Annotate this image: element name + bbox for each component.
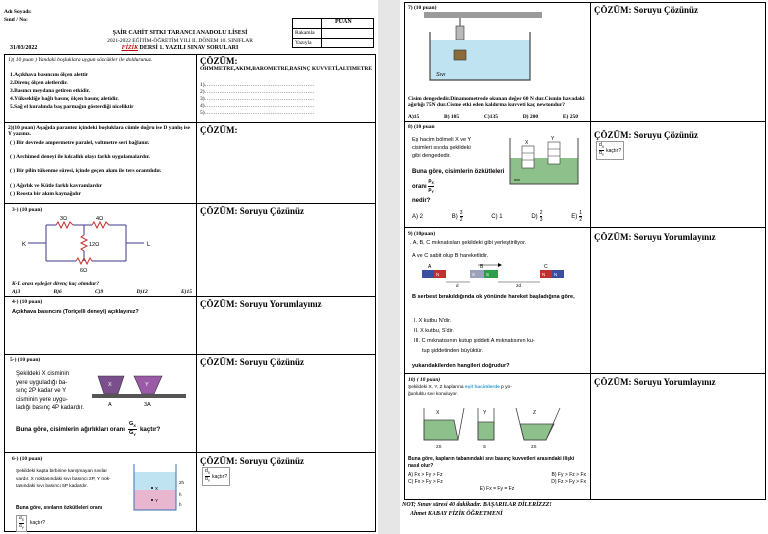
q8-cozum-note: kaçtır? <box>606 147 622 154</box>
q9-line-2: A ve C sabit olup B hareketlidir. <box>412 253 489 259</box>
q8-option-e-label: E) <box>571 213 578 220</box>
q8-line-3: gibi dengededir. <box>412 153 451 159</box>
right-page <box>400 0 768 534</box>
q3-node-l: L <box>147 242 151 248</box>
q1-cozum-label: ÇÖZÜM: <box>200 56 238 66</box>
q9-magnet-c: C <box>544 264 548 270</box>
q5-area-3a: 3A <box>144 402 151 408</box>
q8-b-num: 3 <box>459 210 463 216</box>
q6-cozum-label: ÇÖZÜM: Soruyu Çözünüz <box>200 456 305 466</box>
q7-cozum-label: ÇÖZÜM: Soruyu Çözünüz <box>594 5 699 15</box>
q5-ratio-top <box>128 421 137 430</box>
q9-distance-2d: 2d <box>516 283 522 288</box>
q6-line-3: tasındaki sıvı basıncı 5P kadardır. <box>16 484 88 489</box>
q1-word-bank: OHMMETRE,AKIM,BAROMETRE,BASINÇ KUVVETİ,ALTIMETRE <box>200 66 372 72</box>
grid-center-divider <box>196 54 197 532</box>
q10-base-x: 2S <box>436 444 442 449</box>
q6-cozum-note: kaçtır? <box>212 473 228 480</box>
q10-container-x: X <box>436 410 440 416</box>
q6-line-2: vardır. X noktasındaki sıvı basıncı 2P, Y nok- <box>16 476 111 482</box>
q9-question: B serbest bırakıldığında ok yönünde hareket başladığına göre, <box>412 294 575 300</box>
q5-header: 5-) (10 puan) <box>10 357 41 363</box>
q2-item-5: ( ) Reosta bir akım kaynağıdır <box>10 191 81 197</box>
q8-object-x: X <box>525 140 529 146</box>
q6-container-figure <box>130 462 192 514</box>
q8-text <box>412 136 471 160</box>
q8-question-tail: nedir? <box>412 198 431 204</box>
q9-pole-4: N <box>542 272 546 277</box>
right-row-divider-3 <box>404 373 766 374</box>
q9-line-1: . A, B, C mıknatısları şekildeki gibi yerleştiriliyor. <box>410 240 527 246</box>
q10-option-c[interactable]: C) Fx > Fy > Fz <box>408 479 443 485</box>
q3-resistor-12ohm: 12Ω <box>89 242 100 248</box>
q8-object-y: Y <box>551 136 555 142</box>
exam-title-text: DERSİ 1. YAZILI SINAV SORULARI <box>137 45 239 51</box>
q5-line-1: Şekildeki X cisminin <box>16 371 70 377</box>
q9-magnet-b: B <box>480 264 484 270</box>
q8-ratio-bottom: $\rho_Y$ <box>428 187 434 194</box>
q8-option-d-label: D) <box>531 213 538 220</box>
q10-container-y: Y <box>483 410 487 416</box>
page-gutter <box>378 0 400 534</box>
q9-pole-5: N <box>554 272 558 277</box>
q5-text <box>16 370 84 413</box>
q7-option-a[interactable]: A)15 <box>408 114 420 120</box>
q6-ratio-row <box>16 515 45 532</box>
q8-cozum-ratio <box>596 141 624 160</box>
q8-question-text: Buna göre, cisimlerin özkütleleri oranı <box>412 169 505 191</box>
q3-resistor-6ohm: 6Ω <box>80 268 88 274</box>
q7-option-c[interactable]: C)135 <box>483 114 498 120</box>
row-divider-3 <box>4 296 376 297</box>
q7-header: 7) (10 puan) <box>408 5 437 11</box>
q10-container-z: Z <box>533 410 537 416</box>
q6-cozum-bot: $d_Y$ <box>205 476 211 483</box>
q9-distance-d: d <box>456 283 459 288</box>
q9-pole-2: S <box>472 272 476 277</box>
q8-b-den: 2 <box>459 217 463 223</box>
q5-ratio-bot-sub: Y <box>133 432 136 438</box>
row-divider-4 <box>4 354 376 355</box>
q7-dynamometer-figure <box>424 12 544 84</box>
q5-question-tail: kaçtır? <box>139 426 161 434</box>
q7-text: Cisim dengededir.Dinamometrede okunan değer 60 N dur.Cismin havadaki ağırlığı 75N dur.Cisme etki eden kaldırma kuvveti kaç newtondur? <box>408 96 585 109</box>
q10-line-2: ğunluklu sıvı konuluyor. <box>408 392 458 397</box>
q8-option-c[interactable]: C) 1 <box>491 213 503 220</box>
q8-option-d[interactable] <box>531 210 542 223</box>
q3-option-e[interactable]: E)15 <box>181 289 192 295</box>
q5-ratio-bot-sym: G <box>129 430 134 437</box>
q3-node-k: K <box>22 242 27 248</box>
q6-point-y: Y <box>155 498 159 503</box>
q9-pole-3: S <box>486 272 490 277</box>
right-row-divider-2 <box>404 227 766 228</box>
q5-line-3: sınç 2P kadar ve Y <box>16 388 67 394</box>
q5-object-x: X <box>108 382 112 388</box>
q10-line-1 <box>408 385 512 390</box>
q9-magnets-figure <box>422 262 572 288</box>
q8-line-1: Eş hacim bölmeli X ve Y <box>412 137 472 143</box>
q8-d-den: 3 <box>539 217 543 223</box>
q7-option-d[interactable]: D) 200 <box>522 114 539 120</box>
class-label: Sınıf / No: <box>4 17 28 23</box>
footer-note: NOT; Sınav süresi 40 dakikadır. BAŞARILAR DİLERİZZZ! <box>402 502 552 508</box>
q8-cozum-fraction <box>599 143 604 158</box>
q8-option-e-frac <box>579 210 582 223</box>
q8-cozum-label: ÇÖZÜM: Soruyu Çözünüz <box>594 130 699 140</box>
q9-pole-1: N <box>436 272 440 277</box>
q2-header: 2)(10 puan) Aşağıda parantez içindeki boşluklara cümle doğru ise D yanlış ise Y yazınız. <box>8 125 190 138</box>
q3-option-d[interactable]: D)12 <box>136 289 148 295</box>
left-page <box>0 0 378 534</box>
term-line: 2021-2022 EĞİTİM-ÖĞRETİM YILI II. DÖNEM 10. SINIFLAR <box>107 38 253 44</box>
q5-ratio-top-sub: X <box>133 423 136 429</box>
q8-header: 8) (10 puan <box>408 124 435 130</box>
right-row-divider-1 <box>404 121 766 122</box>
q5-ratio-bottom <box>129 430 136 438</box>
q2-cozum-label: ÇÖZÜM: <box>200 125 238 135</box>
q1-answer-2[interactable]: 2)…………………………………………………… <box>200 89 315 95</box>
q9-item-1: I. X kutbu N'dir. <box>414 318 452 324</box>
q10-option-b[interactable]: B) Fy > Fz > Fx <box>551 472 586 478</box>
q2-item-4: ( ) Ağırlık ve Kütle farklı kavramlardır <box>10 183 102 189</box>
q6-text <box>16 468 111 491</box>
q10-base-z: 2S <box>531 444 537 449</box>
q10-option-d[interactable]: D) Fz > Fy > Fx <box>551 479 586 485</box>
q1-item-2: 2.Direnç ölçen aletlerdir. <box>10 80 68 86</box>
q3-header: 3-) (10 puan) <box>12 207 43 213</box>
q10-line-1b: eşit hacimlerde <box>464 385 500 390</box>
q8-option-b-frac <box>460 210 463 223</box>
q10-base-y: S <box>483 444 487 449</box>
q10-question: Buna göre, kapların tabanındaki sıvı basınç kuvvetleri arasındaki ilişki nasıl olur? <box>408 456 575 469</box>
name-label: Adı Soyadı: <box>4 9 32 15</box>
q5-area-a: A <box>108 402 112 408</box>
q8-d-num: 2 <box>539 210 543 216</box>
q6-cozum-fraction <box>205 469 210 484</box>
q3-option-c[interactable]: C)9 <box>94 289 104 295</box>
q8-line-2: cisimleri sıvıda şekildeki <box>412 145 471 151</box>
q10-options-row-3 <box>408 486 586 493</box>
score-title: PUAN <box>335 19 352 25</box>
q9-items <box>414 316 535 356</box>
q6-cozum-ratio <box>202 467 230 486</box>
q9-magnet-a: A <box>428 264 432 270</box>
q6-cozum-top: $d_X$ <box>205 468 211 475</box>
q10-line-1c: p yo- <box>499 385 512 390</box>
q7-options <box>408 114 578 120</box>
q6-line-1: Şekildeki kapta birbirine karışmayan sıvılar <box>16 469 107 474</box>
q5-question: Buna göre, cisimlerin ağırlıkları oranı <box>16 426 126 434</box>
row-divider-5 <box>4 452 376 453</box>
q8-option-b-label: B) <box>451 213 458 220</box>
q3-option-b[interactable]: B)6 <box>53 289 62 295</box>
q5-line-5: ladığı basınç 4P kadardır. <box>16 405 84 411</box>
q5-question-row <box>16 421 160 438</box>
q8-e-den: 2 <box>579 217 582 223</box>
q2-item-3: ( ) Bir pilin tükenme süresi, içinde geçen akım ile ters orantılıdır. <box>10 168 162 174</box>
q3-resistor-3ohm: 3Ω <box>60 216 68 222</box>
q5-cozum-label: ÇÖZÜM: Soruyu Çözünüz <box>200 357 305 367</box>
q1-item-4: 4.Yüksekliğe bağlı basınç ölçen basınç aletidir. <box>10 96 119 102</box>
q10-line-1a: Şekildeki X, Y, Z kaplarına <box>408 385 465 390</box>
row-divider-2 <box>4 203 376 204</box>
q3-resistor-4ohm: 4Ω <box>96 216 104 222</box>
q6-question: Buna göre, sıvıların özkütleleri oranı <box>16 505 103 511</box>
q1-item-1: 1.Açıkhava basıncını ölçen alettir <box>10 72 89 78</box>
q7-option-e[interactable]: E) 250 <box>562 114 578 120</box>
q9-item-3: III. C mıknatısının kutup şiddeti A mıknatısının ku- <box>414 338 535 344</box>
exam-title <box>80 45 280 51</box>
q7-option-b[interactable]: B) 105 <box>444 114 460 120</box>
q5-line-2: yere uyguladığı ba- <box>16 379 68 386</box>
score-row-numeric: Rakamla <box>295 30 315 36</box>
q4-text: Açıkhava basıncını (Toriçelli deneyi) açıklayınız? <box>12 309 139 315</box>
q9-cozum-label: ÇÖZÜM: Soruyu Yorumlayınız <box>594 232 716 242</box>
q3-cozum-label: ÇÖZÜM: Soruyu Çözünüz <box>200 206 305 216</box>
q4-header: 4-) (10 puan) <box>12 299 43 305</box>
q6-height-h1: h <box>179 492 182 497</box>
q8-floating-objects-figure <box>508 136 580 186</box>
q7-liquid-label: Sıvı <box>436 72 446 78</box>
q8-cozum-top: $d_X$ <box>599 142 605 149</box>
q3-circuit-diagram <box>20 215 180 277</box>
q10-options-row-2 <box>408 479 586 486</box>
q5-ratio <box>128 421 137 438</box>
q9-footer: yukarıdakilerden hangileri doğrudur? <box>412 363 510 369</box>
q6-ratio <box>16 515 27 532</box>
q6-ratio-top: $d_X$ <box>19 516 25 522</box>
q9-item-3b: tup şiddetinden büyüktür. <box>422 348 484 354</box>
q1-item-3: 3.Basıncı meydana getiren etkidir. <box>10 88 90 94</box>
score-divider-1 <box>292 28 374 29</box>
q8-ratio-top: $\rho_X$ <box>428 178 434 185</box>
q9-header: 9) (10puan) <box>408 231 436 237</box>
q10-option-a[interactable]: A) Fx > Fy > Fz <box>408 472 443 478</box>
q1-answer-5[interactable]: 5)…………………………………………………… <box>200 110 315 116</box>
q8-ratio <box>428 178 433 195</box>
school-name: ŞAİR CAHİT SITKI TARANCI ANADOLU LİSESİ <box>112 30 248 36</box>
q8-option-d-frac <box>540 210 543 223</box>
q1-answer-1[interactable]: 1)…………………………………………………… <box>200 82 315 88</box>
q6-point-x: X <box>155 486 159 491</box>
exam-subject: FİZİK <box>121 45 138 51</box>
q8-option-e[interactable] <box>571 210 582 223</box>
q10-option-e[interactable]: E) Fx = Fy = Fz <box>479 486 515 492</box>
q1-answer-3[interactable]: 3)…………………………………………………… <box>200 96 315 102</box>
score-row-words: Yazıyla <box>295 40 312 46</box>
q6-height-2h: 2h <box>179 480 185 485</box>
q8-cozum-bot: $d_Y$ <box>599 150 605 157</box>
q6-question-tail: kaçtır? <box>30 520 46 527</box>
q2-item-1: ( ) Bir devrede ampermetre paralel, voltmetre seri bağlanır. <box>10 140 150 146</box>
score-divider-2 <box>292 38 374 39</box>
q5-ratio-top-sym: G <box>129 421 134 427</box>
q10-options-row-1 <box>408 472 586 479</box>
q5-line-4: cisminin yere uygu- <box>16 396 68 403</box>
q3-question: K-L arası eşdeğer direnç kaç ohmdur? <box>12 281 100 287</box>
grid-center-divider-right <box>590 2 591 500</box>
exam-date: 31/03/2022 <box>10 45 38 51</box>
q8-e-num: 1 <box>579 210 582 216</box>
teacher-signature: Ahmet KABAY FİZİK ÖĞRETMENİ <box>410 511 503 517</box>
q2-item-2: ( ) Archimed deneyi ile kılcallık olayı farklı uygulamalardır. <box>10 154 150 160</box>
q3-option-a[interactable]: A)3 <box>12 289 21 295</box>
q10-header: 10) ( 10 puan) <box>408 377 441 383</box>
q3-options <box>12 289 192 295</box>
q6-ratio-bottom: $d_Y$ <box>19 523 25 530</box>
q8-liquid-label: sıvı <box>514 177 521 182</box>
q1-item-5: 5.Sağ el kuralında baş parmağın gösterdiği niceliktir <box>10 104 134 110</box>
q1-answer-4[interactable]: 4)…………………………………………………… <box>200 103 315 109</box>
q8-question <box>412 166 508 207</box>
q10-containers-figure <box>420 402 580 450</box>
q8-option-b[interactable] <box>452 210 463 223</box>
q10-options <box>408 472 586 493</box>
q9-item-2: II. X kutbu, S'dir. <box>414 328 454 334</box>
q6-header: 6-) (10 puan) <box>12 456 43 462</box>
q5-objects-figure <box>92 372 188 412</box>
q6-height-h2: h <box>179 502 182 507</box>
row-divider-1 <box>4 122 376 123</box>
q10-cozum-label: ÇÖZÜM: Soruyu Yorumlayınız <box>594 377 716 387</box>
q4-cozum-label: ÇÖZÜM: Soruyu Yorumlayınız <box>200 299 322 309</box>
q8-option-a[interactable]: A) 2 <box>412 213 424 220</box>
q1-header: 1)( 10 puan ) Yandaki boşluklara uygun sözcükler ile doldurunuz. <box>8 57 153 63</box>
q8-options <box>412 210 582 223</box>
score-vdivider <box>321 18 322 48</box>
q5-object-y: Y <box>145 382 149 388</box>
